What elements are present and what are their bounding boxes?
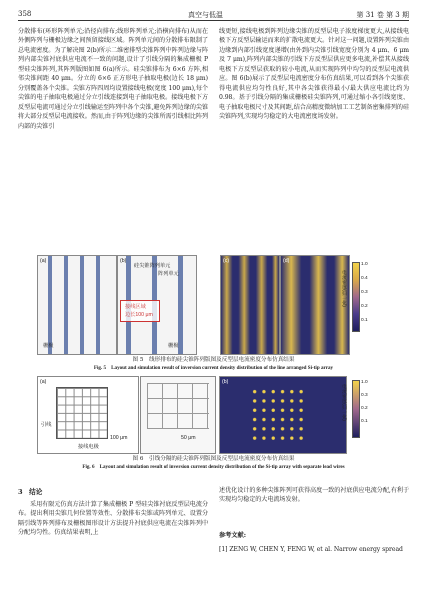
fig5-colorbar [352,262,360,332]
fig5-gate-strip [80,256,84,354]
fig5-unit-annotation: 阵列单元 [158,271,179,277]
volume-info: 第 31 卷 第 3 期 [356,11,409,19]
fig5-label-c: (c) [223,258,230,264]
fig5-caption-zh: 图 5 线形排布的硅尖锥阵列版图及反型层电流密度分布仿真结果 [132,357,295,363]
fig6-caption-en: Fig. 6 Layout and simulation result of inversion current density distribution of the Si-tip array with separate lead wires [82,464,345,470]
fig5-label-a: (a) [40,258,47,264]
fig5-colorbar-ticks [361,258,368,328]
fig6-caption-zh: 图 6 引线分隔的硅尖锥阵列版图及反型层电流密度分布仿真结果 [132,456,295,462]
body-text-right-bottom: 述优化设计的多种尖锥阵列可获得高度一致的衬底供应电流分配,有利于实现均匀稳定的大电流场发射。 [219,487,409,504]
fig6-panel-a [37,376,139,454]
fig5-panel-a [37,255,117,355]
fig6-tip-grid [56,387,108,439]
fig6-electrode-label: 接线电极 [78,444,99,450]
fig6-scale-100: 100 μm [110,435,128,441]
fig5-label-d: (d) [283,258,290,264]
fig5-tick: 0.3 [361,290,368,295]
fig6-density-grid [250,387,306,443]
references-title: 参考文献: [219,532,247,539]
conclusion-text: 采用有限元仿真方法计算了集成栅极 P 型硅尖锥衬底反型层电流分布。提出利用尖锥几何位置等效性、分散排布尖锥或阵列单元、设置分隔引线等阵列排布及栅极图形设计方法提升衬底供应电流在尖锥阵列中分配均匀性。仿真结果表明,上 [18,501,208,537]
fig6-label-b: (b) [222,379,229,385]
fig5-tick: 0.4 [361,276,368,281]
fig5-caption [0,356,427,372]
fig5-caption-en: Fig. 5 Layout and simulation result of inversion current density distribution of the line arranged Si-tip array [93,365,334,371]
fig5-gate-strip [64,256,68,354]
reference-item: [1] ZENG W, CHEN Y, FENG W, et al. Narrow energy spread [219,546,403,553]
fig6-zoom-grid [147,383,209,429]
section-title: 3 结论 [18,488,43,496]
fig6-colorbar-label: 电流密度(归一化) [341,384,346,421]
body-text-right-top: 线更短,接线电极到阵列边缘尖锥的反型层电子浓度梯度更大,从接线电极下方反型层输运而来的扩散电流更大。针对这一问题,设置阵列尖锥由边缘到内部引线宽度递增(由外到内尖锥引线宽度分别为 4 μm、6 μm 及 7 μm),阵列内部尖锥的引线下方反型层供应更多电流,补偿其从接线电极下方反型层获取的较小电流,从而实现阵列中均匀的反型层电流供应。图 6(b)展示了反型层电流密度分布仿真结果,可以看到各个尖锥获得电流供应均匀性良好,其中各尖锥获得最小/最大供应电流比约为 0.98。基于引线分隔的集成栅极硅尖锥阵列,可通过缩小各引线宽度、电子抽取电极尺寸及其间距,结合高精度微纳加工工艺制备密集排列的硅尖锥阵列,实现均匀稳定的大电流密度场发射。 [219,28,409,121]
fig6-tick: 1.0 [361,380,368,385]
fig6-panel-zoom [140,376,216,454]
journal-name: 真空与低温 [188,11,223,19]
fig5-tick: 0.1 [361,318,368,323]
body-text-left-top: 分散排布(环形阵列单元;沿径向排布;线形阵列单元;沿横向排布)从而在外侧阵列与栅极边缘之间预留接线区域。阵列单元间的分散排布限制了总电流密度。为了解决图 2(b)所示二维密排型尖锥阵列中阵列边缘与阵列内部尖锥衬底供应电流不一致的问题,设计了引线分隔的集成栅极 P 型硅尖锥阵列,其阵列版图如图 6(a)所示。硅尖锥排布为 6×6 方阵,相邻尖锥间距 40 μm。分立的 6×6 正方形电子抽取电极(边长 18 μm)分别覆盖各个尖锥。尖锥方阵四周均设置接线电极(宽度 100 μm),每个尖锥的电子抽取电极通过分立引线连接到电子抽取电极。接线电极下方反型层电流可通过分立引线输运至阵列中各个尖锥,避免阵列边缘的尖锥将大部分反型层电流接收。然而,由于阵列边缘的尖锥所需引线相比阵列内部的尖锥引 [18,28,208,130]
fig5-tick: 0.2 [361,304,368,309]
fig6-colorbar-ticks [361,376,368,428]
fig6-lead-label: 引线 [41,422,52,428]
fig6-tick: 0.2 [361,406,368,411]
fig6-scale-50: 50 μm [181,435,196,441]
fig5-panel-c [220,255,280,355]
fig5-colorbar-label: 电流密度(归一化) [341,270,346,307]
fig6-label-a: (a) [40,379,47,385]
fig5-gate-label-right: 栅极 [168,343,179,349]
fig6-caption [0,455,427,471]
fig5-gate-strip [48,256,52,354]
fig5-gate-label: 栅极 [43,343,54,349]
fig5-length-annotation: 边长100 μm [125,312,153,318]
fig6-tick: 0.3 [361,393,368,398]
fig6-tick: 0.1 [361,419,368,424]
fig5-tick: 1.0 [361,262,368,267]
fig5-gate-strip [96,256,100,354]
fig5-panel-b [117,255,197,355]
page-number: 358 [18,10,32,18]
fig5-wire-box [120,300,160,322]
fig6-colorbar [352,380,360,438]
page-header [18,8,409,21]
fig5-label-b: (b) [120,258,127,264]
fig5-wire-annotation: 接线区域 [125,304,146,310]
fig5-array-annotation: 硅尖锥阵列单元 [134,263,171,269]
fig6-panel-b [219,376,347,454]
